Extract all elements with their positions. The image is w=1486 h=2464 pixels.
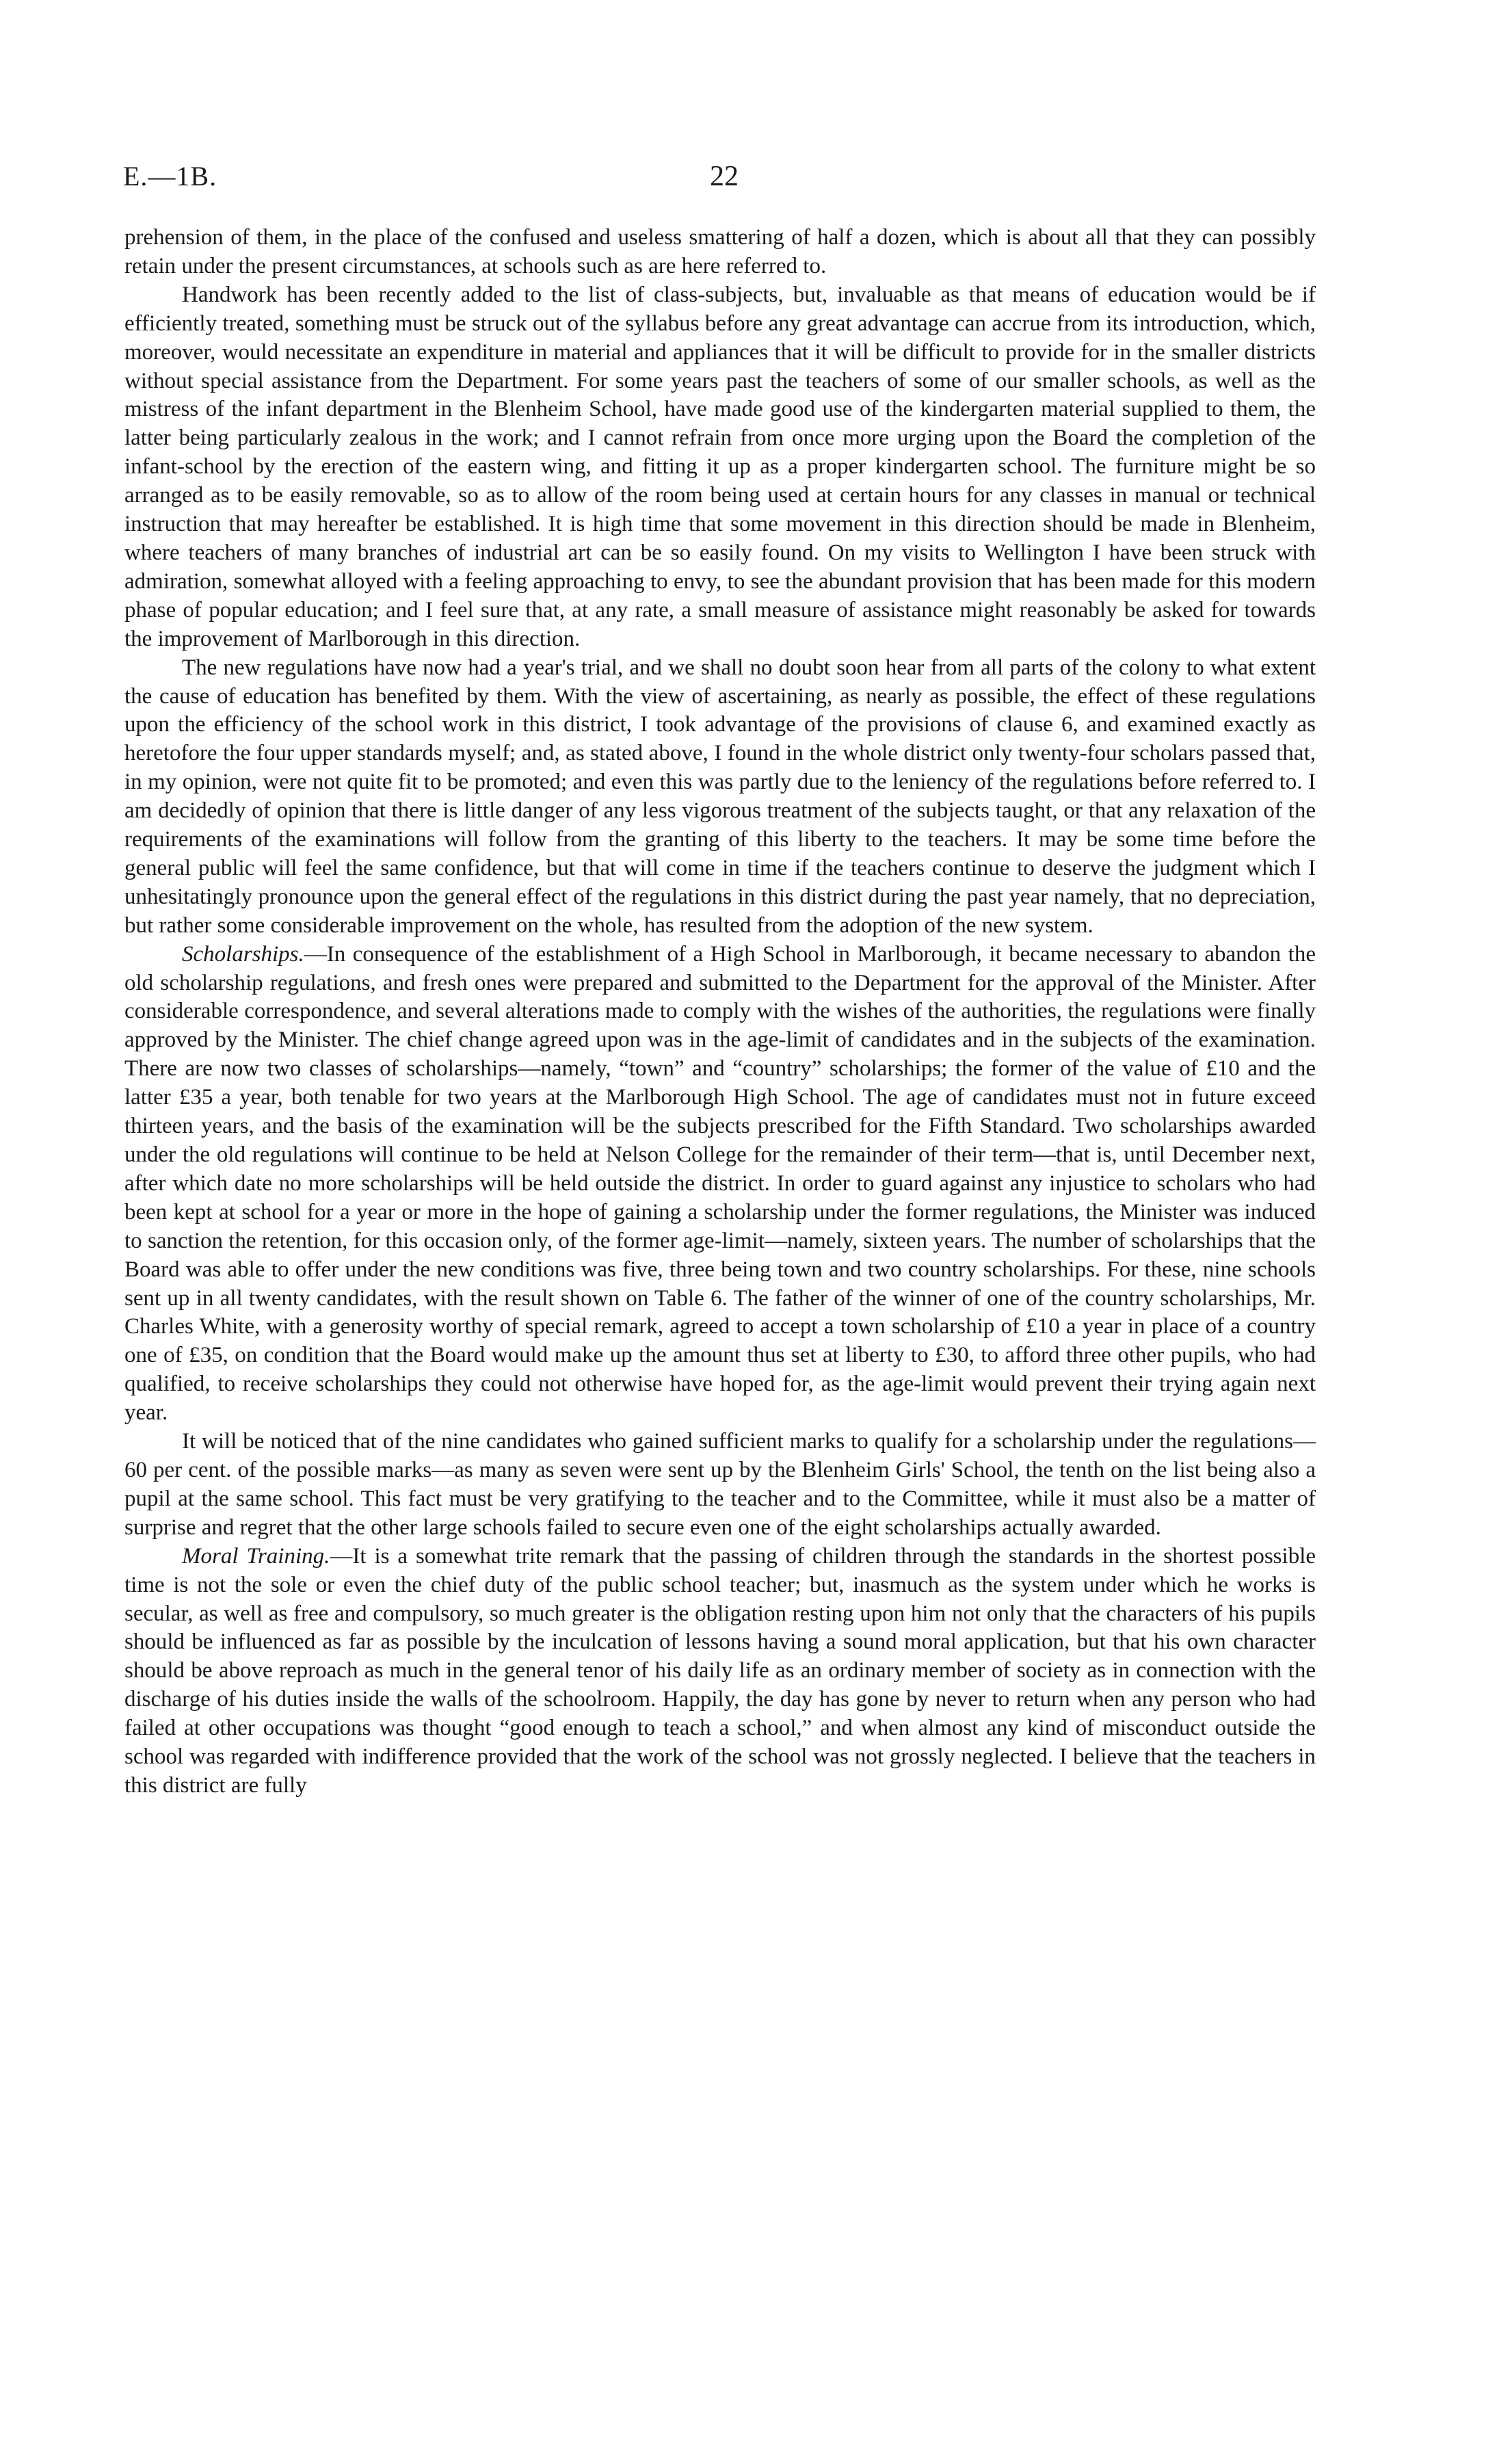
report-body [124, 224, 1316, 1800]
paragraph-scholarship-results [124, 1428, 1316, 1543]
paragraph-text: —In consequence of the establishment of a High School in Marlborough, it became necessary to abandon the old scholarship regulations, and fresh ones were prepared and submitted to the Department for the approval of the Minister. After considerable correspondence, and several alterations made to comply with the wishes of the authorities, the regulations were finally approved by the Minister. The chief change agreed upon was in the age-limit of candidates and in the subjects of the examination. There are now two classes of scholarships—namely, “town” and “country” scholarships; the former of the value of £10 and the latter £35 a year, both tenable for two years at the Marlborough High School. The age of candidates must not in future exceed thirteen years, and the basis of the examination will be the subjects prescribed for the Fifth Standard. Two scholarships awarded under the old regulations will continue to be held at Nelson College for the remainder of their term—that is, until December next, after which date no more scholarships will be held outside the district. In order to guard against any injustice to scholars who had been kept at school for a year or more in the hope of gaining a scholarship under the former regulations, the Minister was induced to sanction the retention, for this occasion only, of the former age-limit—namely, sixteen years. The number of scholarships that the Board was able to offer under the new conditions was five, three being town and two country scholarships. For these, nine schools sent up in all twenty candidates, with the result shown on Table 6. The father of the winner of one of the country scholarships, Mr. Charles White, with a generosity worthy of special remark, agreed to accept a town scholarship of £10 a year in place of a country one of £35, on condition that the Board would make up the amount thus set at liberty to £30, to afford three other pupils, who had qualified, to receive scholarships they could not otherwise have hoped for, as the age-limit would prevent their trying again next year. [124, 941, 1316, 1426]
paragraph-text: The new regulations have now had a year's trial, and we shall no doubt soon hear from all parts of the colony to what extent the cause of education has benefited by them. With the view of ascertaining, as nearly as possible, the effect of these regulations upon the efficiency of the school work in this district, I took advantage of the provisions of clause 6, and examined exactly as heretofore the four upper standards myself; and, as stated above, I found in the whole district only twenty-four scholars passed that, in my opinion, were not quite fit to be promoted; and even this was partly due to the leniency of the regulations before referred to. I am decidedly of opinion that there is little danger of any less vigorous treatment of the subjects taught, or that any relaxation of the requirements of the examinations will follow from the granting of this liberty to the teachers. It may be some time before the general public will feel the same confidence, but that will come in time if the teachers continue to deserve the judgment which I unhesitatingly pronounce upon the general effect of the regulations in this district during the past year namely, that no depreciation, but rather some considerable improvement on the whole, has resulted from the adoption of the new system. [124, 655, 1316, 938]
paragraph-moral-training [124, 1543, 1316, 1800]
paragraph-new-regulations [124, 654, 1316, 941]
section-heading-scholarships: Scholarships. [182, 941, 304, 967]
paragraph-text: prehension of them, in the place of the confused and useless smattering of half a dozen, which is about all that they can possibly retain under the present circumstances, at schools such as are here referred to. [124, 225, 1316, 278]
paragraph-continuation [124, 224, 1316, 281]
document-code: E.—1B. [123, 161, 217, 192]
page-number: 22 [710, 161, 739, 192]
page-header [116, 160, 1313, 201]
paragraph-text: It will be noticed that of the nine candidates who gained sufficient marks to qualify for a scholarship under the regulations—60 per cent. of the possible marks—as many as seven were sent up by the Blenheim Girls' School, the tenth on the list being also a pupil at the same school. This fact must be very gratifying to the teacher and to the Committee, while it must also be a matter of surprise and regret that the other large schools failed to secure even one of the eight scholarships actually awarded. [124, 1429, 1316, 1540]
paragraph-text: Handwork has been recently added to the list of class-subjects, but, invaluable as that means of education would be if efficiently treated, something must be struck out of the syllabus before any great advantage can accrue from its introduction, which, moreover, would necessitate an expenditure in material and appliances that it will be difficult to provide for in the smaller districts without special assistance from the Department. For some years past the teachers of some of our smaller schools, as well as the mistress of the infant department in the Blenheim School, have made good use of the kindergarten material supplied to them, the latter being particularly zealous in the work; and I cannot refrain from once more urging upon the Board the completion of the infant-school by the erection of the eastern wing, and fitting it up as a proper kindergarten school. The furniture might be so arranged as to be easily removable, so as to allow of the room being used at certain hours for any classes in manual or technical instruction that may hereafter be established. It is high time that some movement in this direction should be made in Blenheim, where teachers of many branches of industrial art can be so easily found. On my visits to Wellington I have been struck with admiration, somewhat alloyed with a feeling approaching to envy, to see the abundant provision that has been made for this modern phase of popular education; and I feel sure that, at any rate, a small measure of assistance might reasonably be asked for towards the improvement of Marlborough in this direction. [124, 282, 1316, 651]
paragraph-handwork [124, 281, 1316, 654]
paragraph-text: —It is a somewhat trite remark that the passing of children through the standards in the shortest possible time is not the sole or even the chief duty of the public school teacher; but, inasmuch as the system under which he works is secular, as well as free and compulsory, so much greater is the obligation resting upon him not only that the characters of his pupils should be influenced as far as possible by the inculcation of lessons having a sound moral application, but that his own character should be above reproach as much in the general tenor of his daily life as an ordinary member of society as in connection with the discharge of his duties inside the walls of the schoolroom. Happily, the day has gone by never to return when any person who had failed at other occupations was thought “good enough to teach a school,” and when almost any kind of misconduct outside the school was regarded with indifference provided that the work of the school was not grossly neglected. I believe that the teachers in this district are fully [124, 1543, 1316, 1798]
section-heading-moral-training: Moral Training. [182, 1543, 330, 1569]
paragraph-scholarships [124, 941, 1316, 1428]
